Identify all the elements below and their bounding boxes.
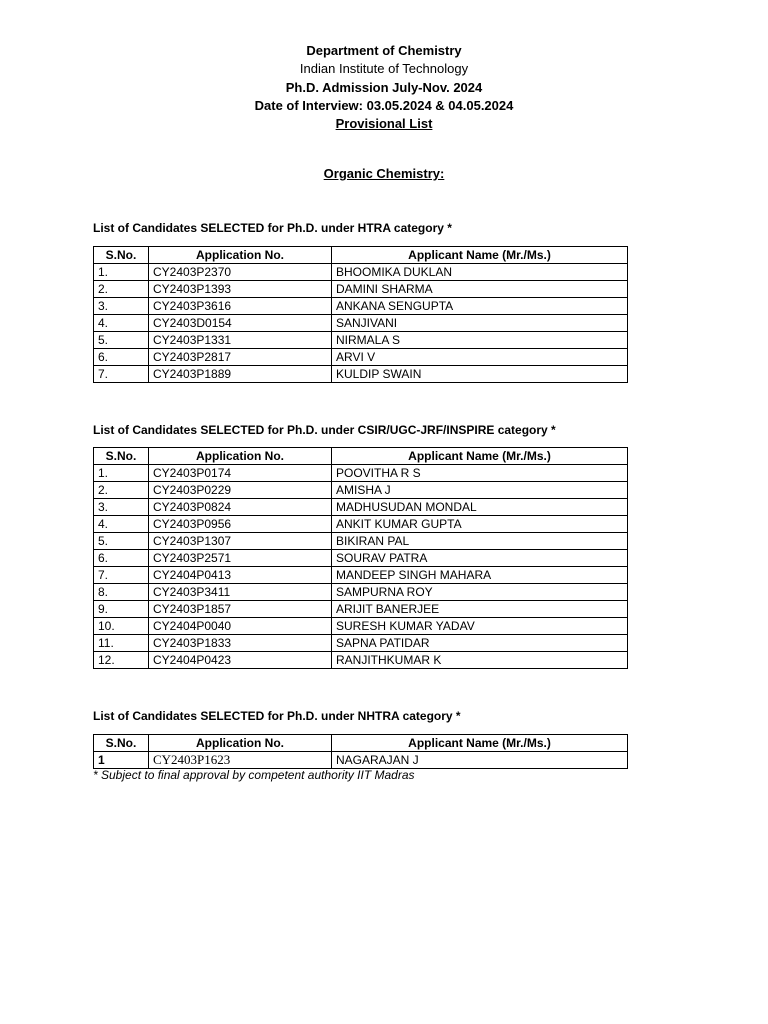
cell-sno: 4.: [94, 516, 149, 533]
htra-table: [93, 246, 628, 383]
cell-application-no: CY2403P1889: [149, 366, 332, 383]
cell-application-no: CY2403P1623: [149, 752, 332, 769]
table-row: [94, 366, 628, 383]
cell-applicant-name: DAMINI SHARMA: [332, 281, 628, 298]
cell-sno: 2.: [94, 281, 149, 298]
htra-table-body: [94, 264, 628, 383]
cell-application-no: CY2404P0413: [149, 567, 332, 584]
cell-application-no: CY2403D0154: [149, 315, 332, 332]
cell-sno: 6.: [94, 349, 149, 366]
cell-sno: 7.: [94, 366, 149, 383]
col-header-sno: S.No.: [94, 247, 149, 264]
cell-sno: 5.: [94, 332, 149, 349]
table-row: [94, 298, 628, 315]
csir-caption: List of Candidates SELECTED for Ph.D. under CSIR/UGC-JRF/INSPIRE category *: [93, 423, 556, 437]
table-row: [94, 482, 628, 499]
col-header-sno: S.No.: [94, 735, 149, 752]
cell-sno: 1.: [94, 264, 149, 281]
table-row: [94, 465, 628, 482]
table-row: [94, 281, 628, 298]
nhtra-caption: List of Candidates SELECTED for Ph.D. under NHTRA category *: [93, 709, 461, 723]
cell-sno: 4.: [94, 315, 149, 332]
cell-sno: 1: [94, 752, 149, 769]
cell-applicant-name: KULDIP SWAIN: [332, 366, 628, 383]
cell-sno: 7.: [94, 567, 149, 584]
cell-applicant-name: NIRMALA S: [332, 332, 628, 349]
list-type: Provisional List: [335, 116, 433, 132]
table-row: [94, 618, 628, 635]
table-row: [94, 567, 628, 584]
cell-application-no: CY2403P1393: [149, 281, 332, 298]
cell-application-no: CY2403P1857: [149, 601, 332, 618]
cell-application-no: CY2403P2817: [149, 349, 332, 366]
table-row: [94, 499, 628, 516]
cell-sno: 6.: [94, 550, 149, 567]
table-row: [94, 601, 628, 618]
cell-applicant-name: NAGARAJAN J: [332, 752, 628, 769]
cell-applicant-name: SAPNA PATIDAR: [332, 635, 628, 652]
cell-sno: 11.: [94, 635, 149, 652]
cell-sno: 1.: [94, 465, 149, 482]
cell-sno: 2.: [94, 482, 149, 499]
table-row: [94, 315, 628, 332]
cell-application-no: CY2403P3616: [149, 298, 332, 315]
nhtra-table-body: [94, 752, 628, 769]
table-row: [94, 652, 628, 669]
cell-applicant-name: SAMPURNA ROY: [332, 584, 628, 601]
table-header-row: [94, 735, 628, 752]
col-header-application: Application No.: [149, 247, 332, 264]
cell-applicant-name: SOURAV PATRA: [332, 550, 628, 567]
cell-application-no: CY2404P0040: [149, 618, 332, 635]
table-row: [94, 264, 628, 281]
cell-applicant-name: ANKIT KUMAR GUPTA: [332, 516, 628, 533]
col-header-application: Application No.: [149, 448, 332, 465]
cell-application-no: CY2403P0174: [149, 465, 332, 482]
csir-table-body: [94, 465, 628, 669]
cell-applicant-name: MANDEEP SINGH MAHARA: [332, 567, 628, 584]
table-row: [94, 332, 628, 349]
cell-sno: 9.: [94, 601, 149, 618]
table-row: [94, 752, 628, 769]
cell-sno: 12.: [94, 652, 149, 669]
table-row: [94, 533, 628, 550]
document-header: [0, 42, 768, 133]
col-header-name: Applicant Name (Mr./Ms.): [332, 448, 628, 465]
cell-application-no: CY2403P2370: [149, 264, 332, 281]
cell-application-no: CY2404P0423: [149, 652, 332, 669]
cell-application-no: CY2403P2571: [149, 550, 332, 567]
footnote: * Subject to final approval by competent authority IIT Madras: [93, 768, 415, 782]
cell-application-no: CY2403P1833: [149, 635, 332, 652]
cell-application-no: CY2403P3411: [149, 584, 332, 601]
cell-applicant-name: RANJITHKUMAR K: [332, 652, 628, 669]
htra-caption: List of Candidates SELECTED for Ph.D. under HTRA category *: [93, 221, 452, 235]
cell-applicant-name: SANJIVANI: [332, 315, 628, 332]
cell-applicant-name: ANKANA SENGUPTA: [332, 298, 628, 315]
cell-applicant-name: SURESH KUMAR YADAV: [332, 618, 628, 635]
cell-application-no: CY2403P0956: [149, 516, 332, 533]
col-header-sno: S.No.: [94, 448, 149, 465]
cell-application-no: CY2403P0824: [149, 499, 332, 516]
institute-name: Indian Institute of Technology: [299, 61, 469, 77]
col-header-name: Applicant Name (Mr./Ms.): [332, 735, 628, 752]
cell-application-no: CY2403P0229: [149, 482, 332, 499]
table-row: [94, 516, 628, 533]
cell-applicant-name: BIKIRAN PAL: [332, 533, 628, 550]
cell-sno: 3.: [94, 298, 149, 315]
cell-applicant-name: ARIJIT BANERJEE: [332, 601, 628, 618]
table-header-row: [94, 448, 628, 465]
cell-sno: 5.: [94, 533, 149, 550]
csir-table: [93, 447, 628, 669]
cell-application-no: CY2403P1307: [149, 533, 332, 550]
cell-sno: 10.: [94, 618, 149, 635]
table-row: [94, 349, 628, 366]
table-row: [94, 550, 628, 567]
table-header-row: [94, 247, 628, 264]
cell-sno: 8.: [94, 584, 149, 601]
cell-applicant-name: AMISHA J: [332, 482, 628, 499]
cell-applicant-name: BHOOMIKA DUKLAN: [332, 264, 628, 281]
cell-applicant-name: MADHUSUDAN MONDAL: [332, 499, 628, 516]
col-header-application: Application No.: [149, 735, 332, 752]
cell-sno: 3.: [94, 499, 149, 516]
section-title: Organic Chemistry:: [323, 166, 445, 181]
admission-title: Ph.D. Admission July-Nov. 2024: [285, 79, 483, 95]
department-title: Department of Chemistry: [306, 43, 462, 58]
cell-applicant-name: POOVITHA R S: [332, 465, 628, 482]
interview-date: Date of Interview: 03.05.2024 & 04.05.2024: [254, 97, 514, 113]
cell-application-no: CY2403P1331: [149, 332, 332, 349]
nhtra-table: [93, 734, 628, 769]
cell-applicant-name: ARVI V: [332, 349, 628, 366]
table-row: [94, 635, 628, 652]
col-header-name: Applicant Name (Mr./Ms.): [332, 247, 628, 264]
table-row: [94, 584, 628, 601]
